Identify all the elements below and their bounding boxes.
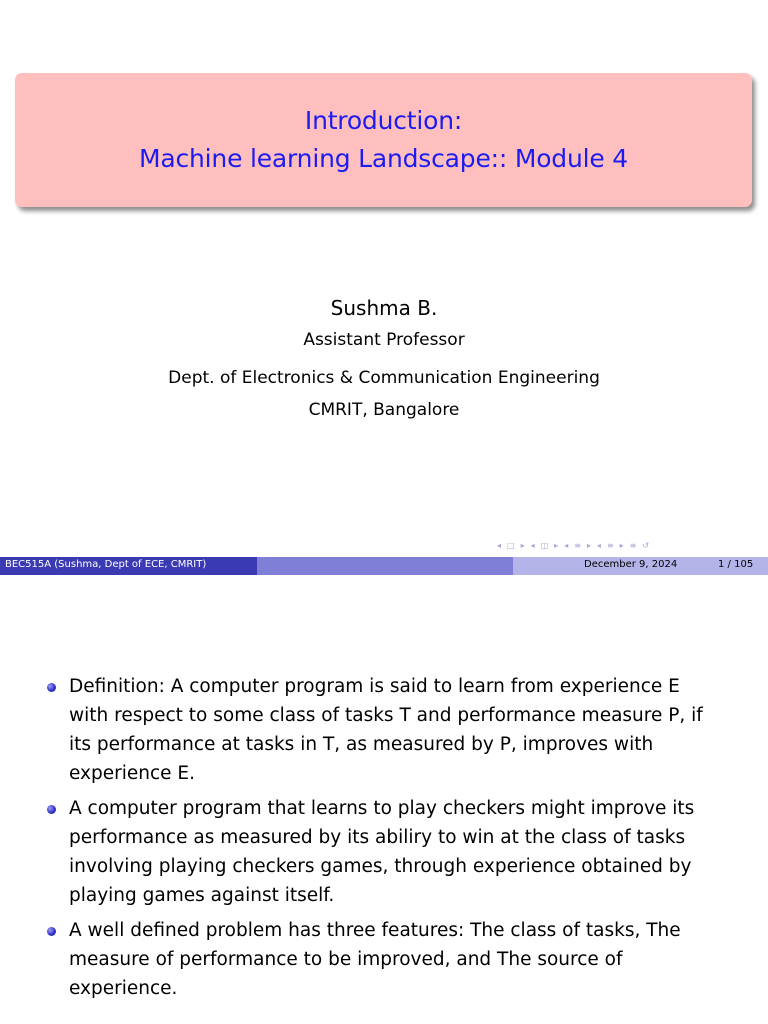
bullet-icon xyxy=(47,805,56,814)
bullet-line: Definition: A computer program is said to learn from experience E xyxy=(69,676,680,697)
bullet-item xyxy=(46,672,736,788)
footer-date: December 9, 2024 xyxy=(584,559,678,570)
nav-next-slide-icon[interactable]: ▸ xyxy=(554,540,559,550)
beamer-navigation xyxy=(497,539,649,551)
bullet-line: playing games against itself. xyxy=(69,885,335,906)
bullet-item xyxy=(46,916,736,1003)
nav-prev-frame-icon[interactable]: ◂ xyxy=(497,540,502,550)
bullet-line: experience E. xyxy=(69,763,195,784)
nav-prev-slide-icon[interactable]: ◂ xyxy=(530,540,535,550)
nav-prev-section-icon[interactable]: ◂ xyxy=(564,540,569,550)
bullet-icon xyxy=(47,927,56,936)
author-department: Dept. of Electronics & Communication Engineering xyxy=(168,368,600,388)
nav-next-subsection-icon[interactable]: ▸ xyxy=(619,540,624,550)
author-role: Assistant Professor xyxy=(303,330,465,350)
title-box xyxy=(15,73,752,207)
title-line-1: Introduction: xyxy=(304,106,463,135)
content-slide xyxy=(0,605,768,1024)
bullet-line: A well defined problem has three features: The class of tasks, The xyxy=(69,920,681,941)
bullet-list xyxy=(46,672,736,1009)
nav-prev-subsection-icon[interactable]: ◂ xyxy=(596,540,601,550)
nav-frame-icon[interactable]: □ xyxy=(507,540,515,550)
author-institute: CMRIT, Bangalore xyxy=(308,400,460,420)
nav-next-section-icon[interactable]: ▸ xyxy=(586,540,591,550)
footer-author-section xyxy=(0,557,257,575)
bullet-item xyxy=(46,794,736,910)
bullet-line: measure of performance to be improved, and The source of xyxy=(69,949,623,970)
footer-date-section xyxy=(513,557,768,575)
nav-subsection-icon[interactable]: ≡ xyxy=(606,540,614,550)
footer-page-number: 1 / 105 xyxy=(718,559,754,570)
slide-footer xyxy=(0,557,768,575)
author-name: Sushma B. xyxy=(330,296,438,320)
footer-author: BEC515A (Sushma, Dept of ECE, CMRIT) xyxy=(5,559,207,570)
bullet-line: performance as measured by its abiliry to win at the class of tasks xyxy=(69,827,686,848)
nav-section-icon[interactable]: ≡ xyxy=(574,540,581,550)
nav-search-icon[interactable]: ↺ xyxy=(642,540,650,550)
bullet-line: with respect to some class of tasks T and performance measure P, if xyxy=(69,705,703,726)
bullet-line: involving playing checkers games, through experience obtained by xyxy=(69,856,692,877)
nav-slide-icon[interactable]: ◫ xyxy=(540,540,549,550)
page-gap xyxy=(0,575,768,605)
footer-title-section xyxy=(257,557,513,575)
bullet-line: its performance at tasks in T, as measured by P, improves with xyxy=(69,734,654,755)
bullet-icon xyxy=(47,683,56,692)
nav-align-icon[interactable]: ≡ xyxy=(629,540,637,550)
bullet-line: experience. xyxy=(69,978,178,999)
title-line-2: Machine learning Landscape:: Module 4 xyxy=(139,144,628,173)
nav-next-frame-icon[interactable]: ▸ xyxy=(520,540,525,550)
bullet-line: A computer program that learns to play checkers might improve its xyxy=(69,798,695,819)
